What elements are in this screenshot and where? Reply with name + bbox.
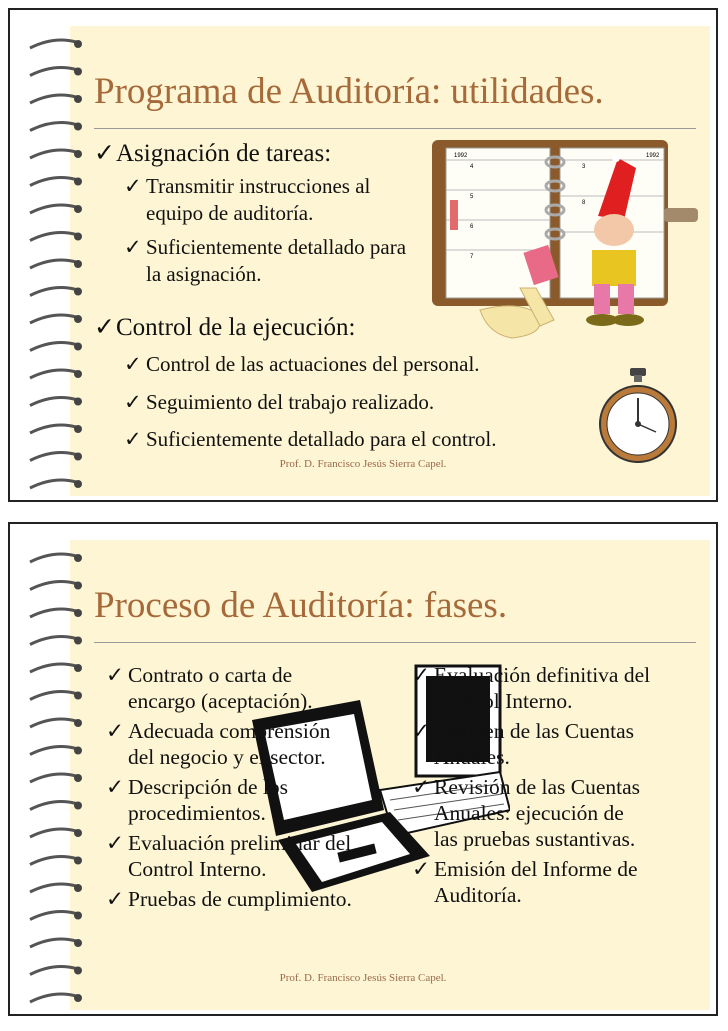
spiral-hole bbox=[74, 150, 82, 158]
spiral-coil bbox=[30, 480, 76, 488]
phase-item bbox=[106, 774, 352, 826]
spiral-coil bbox=[30, 398, 76, 406]
spiral-coil bbox=[30, 857, 76, 865]
spiral-coil bbox=[30, 150, 76, 158]
check-icon: ✓ bbox=[94, 314, 115, 341]
bullet-text: Control de las actuaciones del personal. bbox=[146, 352, 480, 376]
slide-footer: Prof. D. Francisco Jesús Sierra Capel. bbox=[279, 458, 447, 470]
spiral-hole bbox=[74, 582, 82, 590]
bullet-item bbox=[94, 312, 356, 342]
bullet-text: equipo de auditoría. bbox=[146, 201, 314, 225]
spiral-hole bbox=[74, 912, 82, 920]
planner-clipart bbox=[428, 138, 702, 348]
phase-text: Anuales. bbox=[434, 745, 510, 769]
bullet-text: Asignación de tareas: bbox=[116, 140, 332, 167]
phase-text: Revisión de las Cuentas bbox=[434, 775, 641, 799]
spiral-hole bbox=[74, 315, 82, 323]
spiral-hole bbox=[74, 774, 82, 782]
spiral-coil bbox=[30, 884, 76, 892]
spiral-coil bbox=[30, 829, 76, 837]
spiral-hole bbox=[74, 370, 82, 378]
sub-bullet-item bbox=[124, 352, 480, 377]
spiral-hole bbox=[74, 664, 82, 672]
check-icon: ✓ bbox=[124, 427, 142, 451]
sub-bullet-continuation bbox=[146, 201, 313, 226]
phase-text: Control Interno. bbox=[128, 857, 267, 881]
phase-text: Examen de las Cuentas bbox=[434, 719, 635, 743]
check-icon: ✓ bbox=[106, 831, 125, 855]
check-icon: ✓ bbox=[124, 352, 142, 376]
sub-bullet-item bbox=[124, 390, 434, 415]
spiral-hole bbox=[74, 233, 82, 241]
sub-bullet-item bbox=[124, 235, 406, 260]
spiral-hole bbox=[74, 829, 82, 837]
spiral-hole bbox=[74, 205, 82, 213]
spiral-coil bbox=[30, 582, 76, 590]
phase-text: las pruebas sustantivas. bbox=[434, 827, 636, 851]
spiral-binding bbox=[24, 538, 88, 1008]
bullet-text: Seguimiento del trabajo realizado. bbox=[146, 390, 435, 414]
bullet-text: la asignación. bbox=[146, 262, 262, 286]
check-icon: ✓ bbox=[124, 174, 142, 198]
check-icon: ✓ bbox=[106, 719, 125, 743]
spiral-coil bbox=[30, 95, 76, 103]
spiral-hole bbox=[74, 425, 82, 433]
title-rule bbox=[94, 642, 696, 643]
spiral-coil bbox=[30, 288, 76, 296]
phase-item bbox=[106, 886, 352, 912]
spiral-hole bbox=[74, 123, 82, 131]
spiral-coil bbox=[30, 68, 76, 76]
slide-1 bbox=[8, 8, 718, 502]
phase-item bbox=[412, 718, 650, 770]
spiral-coil bbox=[30, 609, 76, 617]
planner-label: 7 bbox=[470, 254, 474, 260]
spiral-coil bbox=[30, 802, 76, 810]
left-column bbox=[106, 662, 352, 916]
spiral-coil bbox=[30, 260, 76, 268]
spiral-hole bbox=[74, 343, 82, 351]
spiral-hole bbox=[74, 884, 82, 892]
bullet-text: Control de la ejecución: bbox=[116, 314, 356, 341]
check-icon: ✓ bbox=[106, 663, 125, 687]
sub-bullet-item bbox=[124, 427, 496, 452]
spiral-hole bbox=[74, 994, 82, 1002]
sub-bullet-continuation bbox=[146, 262, 261, 287]
sub-bullet-item bbox=[124, 174, 370, 199]
planner-label: 6 bbox=[470, 224, 474, 230]
spiral-coil bbox=[30, 123, 76, 131]
spiral-coil bbox=[30, 233, 76, 241]
slide-2 bbox=[8, 522, 718, 1016]
spiral-hole bbox=[74, 260, 82, 268]
phase-item bbox=[412, 856, 650, 908]
slide-title: Programa de Auditoría: utilidades. bbox=[94, 71, 604, 112]
phase-text: Control Interno. bbox=[434, 689, 573, 713]
spiral-hole bbox=[74, 719, 82, 727]
spiral-coil bbox=[30, 994, 76, 1002]
bullet-text: Suficientemente detallado para bbox=[146, 235, 407, 259]
slide-footer: Prof. D. Francisco Jesús Sierra Capel. bbox=[279, 972, 447, 984]
planner-label: 4 bbox=[470, 164, 474, 170]
spiral-hole bbox=[74, 692, 82, 700]
slide-title: Proceso de Auditoría: fases. bbox=[94, 585, 508, 626]
phase-item bbox=[106, 662, 352, 714]
spiral-coil bbox=[30, 912, 76, 920]
check-icon: ✓ bbox=[106, 775, 125, 799]
spiral-hole bbox=[74, 398, 82, 406]
phase-item bbox=[412, 662, 650, 714]
bullet-text: Transmitir instrucciones al bbox=[146, 174, 371, 198]
spiral-coil bbox=[30, 40, 76, 48]
planner-label: 1992 bbox=[454, 153, 468, 159]
spiral-hole bbox=[74, 802, 82, 810]
spiral-hole bbox=[74, 178, 82, 186]
phase-text: Anuales: ejecución de bbox=[434, 801, 624, 825]
phase-text: encargo (aceptación). bbox=[128, 689, 313, 713]
planner-label: 1992 bbox=[646, 153, 660, 159]
check-icon: ✓ bbox=[412, 663, 431, 687]
spiral-binding bbox=[24, 24, 88, 494]
planner-label: 3 bbox=[582, 164, 586, 170]
phase-text: Pruebas de cumplimiento. bbox=[128, 887, 352, 911]
planner-label: 8 bbox=[582, 200, 586, 206]
phase-text: Emisión del Informe de bbox=[434, 857, 638, 881]
bullet-item bbox=[94, 138, 331, 168]
bullet-text: Suficientemente detallado para el control. bbox=[146, 427, 497, 451]
phase-text: del negocio y el sector. bbox=[128, 745, 326, 769]
spiral-coil bbox=[30, 774, 76, 782]
phase-text: Auditoría. bbox=[434, 883, 522, 907]
spiral-coil bbox=[30, 343, 76, 351]
spiral-coil bbox=[30, 315, 76, 323]
spiral-hole bbox=[74, 939, 82, 947]
spiral-hole bbox=[74, 95, 82, 103]
spiral-coil bbox=[30, 425, 76, 433]
spiral-hole bbox=[74, 857, 82, 865]
right-column bbox=[412, 662, 650, 912]
check-icon: ✓ bbox=[106, 887, 125, 911]
phase-item bbox=[412, 774, 650, 852]
spiral-hole bbox=[74, 40, 82, 48]
spiral-hole bbox=[74, 480, 82, 488]
spiral-coil bbox=[30, 637, 76, 645]
phase-text: Contrato o carta de bbox=[128, 663, 293, 687]
check-icon: ✓ bbox=[412, 719, 431, 743]
spiral-coil bbox=[30, 178, 76, 186]
title-rule bbox=[94, 128, 696, 129]
phase-text: Descripción de los bbox=[128, 775, 289, 799]
spiral-hole bbox=[74, 747, 82, 755]
phase-text: procedimientos. bbox=[128, 801, 266, 825]
planner-label: 5 bbox=[470, 194, 474, 200]
spiral-hole bbox=[74, 554, 82, 562]
phase-item bbox=[106, 830, 352, 882]
stopwatch-icon bbox=[594, 366, 684, 466]
check-icon: ✓ bbox=[124, 235, 142, 259]
spiral-coil bbox=[30, 692, 76, 700]
spiral-coil bbox=[30, 370, 76, 378]
spiral-hole bbox=[74, 637, 82, 645]
spiral-coil bbox=[30, 747, 76, 755]
phase-text: Evaluación definitiva del bbox=[434, 663, 651, 687]
spiral-coil bbox=[30, 939, 76, 947]
phase-text: Evaluación preliminar del bbox=[128, 831, 352, 855]
check-icon: ✓ bbox=[94, 140, 115, 167]
check-icon: ✓ bbox=[412, 775, 431, 799]
check-icon: ✓ bbox=[124, 390, 142, 414]
check-icon: ✓ bbox=[412, 857, 431, 881]
spiral-hole bbox=[74, 288, 82, 296]
phase-text: Adecuada comprensión bbox=[128, 719, 331, 743]
spiral-coil bbox=[30, 205, 76, 213]
spiral-coil bbox=[30, 719, 76, 727]
spiral-coil bbox=[30, 664, 76, 672]
spiral-hole bbox=[74, 68, 82, 76]
phase-item bbox=[106, 718, 352, 770]
spiral-coil bbox=[30, 554, 76, 562]
spiral-hole bbox=[74, 609, 82, 617]
